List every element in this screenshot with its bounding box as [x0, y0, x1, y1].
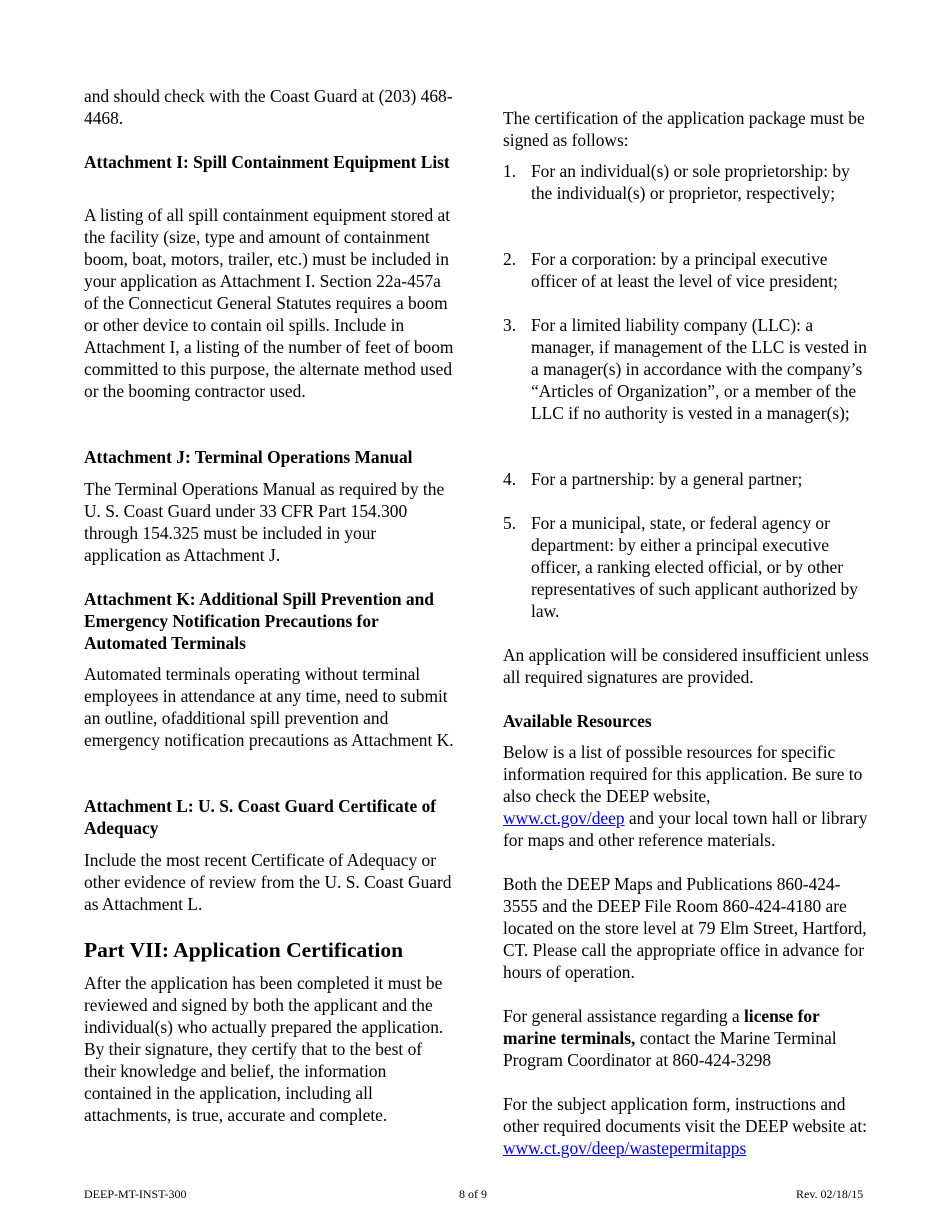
attachment-i-body: A listing of all spill containment equipment stored at the facility (size, type and amount of containment boom, boat, motors, trailer, etc.) must be included in your application as Attachment I. Section 22a-457a of the Connecticut General Statutes requires a boom or other device to contain oil spills. Include in Attachment I, a listing of the number of feet of boom committed to this purpose, the alternate method used or the booming contractor used.	[84, 205, 454, 401]
list-item	[503, 468, 875, 490]
attachment-k-body: Automated terminals operating without terminal employees in attendance at any time, need to submit an outline, ofadditional spill prevention and emergency notification precautions as Attachment K.	[84, 664, 454, 750]
footer-doc-id: DEEP-MT-INST-300	[84, 1187, 187, 1201]
list-item-text: For a partnership: by a general partner;	[531, 469, 803, 489]
attachment-l-heading: Attachment L: U. S. Coast Guard Certificate of Adequacy	[84, 796, 437, 838]
attachment-j-body: The Terminal Operations Manual as required by the U. S. Coast Guard under 33 CFR Part 154.300 through 154.325 must be included in your application as Attachment J.	[84, 479, 445, 565]
intro-text: and should check with the Coast Guard at (203) 468-4468.	[84, 86, 453, 128]
list-item	[503, 512, 875, 622]
insufficient-notice: An application will be considered insufficient unless all required signatures are provided.	[503, 645, 869, 687]
attachment-i-heading: Attachment I: Spill Containment Equipment List	[84, 152, 450, 172]
deep-website-link[interactable]: www.ct.gov/deep	[503, 808, 625, 828]
resources-p3-before: For general assistance regarding a	[503, 1006, 744, 1026]
resources-p1-after: and your local town hall or library for maps and other reference materials.	[503, 808, 868, 850]
footer-revision: Rev. 02/18/15	[796, 1187, 864, 1201]
list-item-text: For an individual(s) or sole proprietorship: by the individual(s) or proprietor, respectively;	[531, 161, 850, 203]
footer-page-number: 8 of 9	[459, 1187, 487, 1201]
part-vii-body: After the application has been completed it must be reviewed and signed by both the applicant and the individual(s) who actually prepared the application. By their signature, they certify that to the best of their knowledge and belief, the information contained in the application, including all attachments, is true, accurate and complete.	[84, 973, 444, 1125]
attachment-j-heading: Attachment J: Terminal Operations Manual	[84, 447, 413, 467]
resources-paragraph-4	[503, 1093, 875, 1159]
list-item	[503, 160, 875, 204]
attachment-l-body: Include the most recent Certificate of Adequacy or other evidence of review from the U. S. Coast Guard as Attachment L.	[84, 850, 452, 914]
list-item-number: 2.	[503, 249, 517, 269]
resources-p1-text: Below is a list of possible resources for specific information required for this application. Be sure to also check the DEEP website,	[503, 742, 863, 806]
resources-p3-after: contact the Marine Terminal Program Coordinator at 860-424-3298	[503, 1028, 837, 1070]
list-item	[503, 248, 875, 292]
list-item-number: 5.	[503, 513, 517, 533]
resources-paragraph-1	[503, 741, 875, 851]
attachment-k-heading: Attachment K: Additional Spill Prevention and Emergency Notification Precautions for Automated Terminals	[84, 589, 434, 653]
list-item-number: 1.	[503, 161, 517, 181]
wastepermitapps-link[interactable]: www.ct.gov/deep/wastepermitapps	[503, 1138, 747, 1158]
resources-p4-before: For the subject application form, instructions and other required documents visit the DEEP website at:	[503, 1094, 867, 1136]
certification-intro: The certification of the application package must be signed as follows:	[503, 108, 865, 150]
list-item-text: For a corporation: by a principal executive officer of at least the level of vice president;	[531, 249, 838, 291]
list-item-number: 4.	[503, 469, 517, 489]
list-item-text: For a limited liability company (LLC): a manager, if management of the LLC is vested in a manager(s) in accordance with the company’s “Articles of Organization”, or a member of the LLC if no authority is vested in a manager(s);	[531, 315, 867, 423]
part-vii-heading: Part VII: Application Certification	[84, 938, 404, 962]
available-resources-heading: Available Resources	[503, 711, 652, 731]
resources-paragraph-3	[503, 1005, 875, 1071]
list-item	[503, 314, 875, 424]
license-marine-terminals: license for marine terminals,	[503, 1006, 820, 1048]
list-item-text: For a municipal, state, or federal agency or department: by either a principal executive officer, a ranking elected official, or by other representatives of such applicant authorized by law.	[531, 513, 858, 621]
list-item-number: 3.	[503, 315, 517, 335]
resources-paragraph-2: Both the DEEP Maps and Publications 860-424-3555 and the DEEP File Room 860-424-4180 are located on the store level at 79 Elm Street, Hartford, CT. Please call the appropriate office in advance for hours of operation.	[503, 874, 867, 982]
